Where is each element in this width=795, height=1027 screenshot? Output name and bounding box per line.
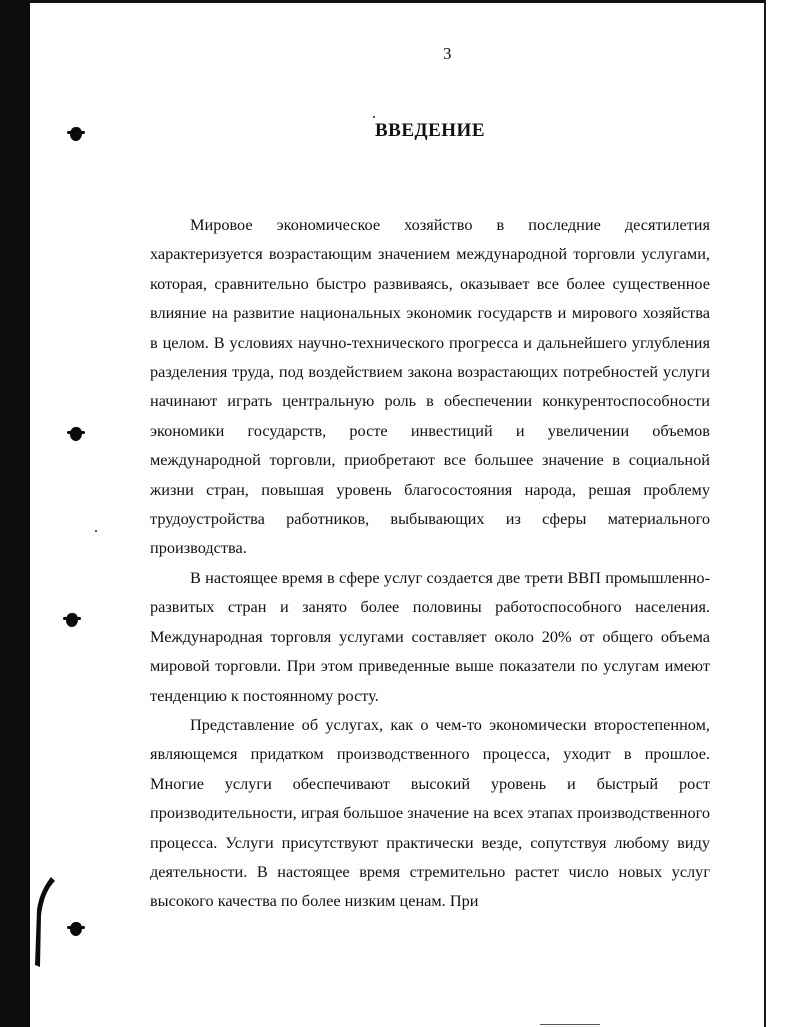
paragraph: В настоящее время в сфере услуг создается две трети ВВП промышленно-развитых стран и занято более половины работоспособного населения. Международная торговля услугами составляет около 20% от общего объема мировой торговли. При этом приведенные выше показатели по услугам имеют тенденцию к постоянному росту. [150,567,710,705]
punch-hole-icon [70,922,82,936]
punch-hole-icon [70,127,82,141]
paragraph: Мировое экономическое хозяйство в последние десятилетия характеризуется возрастающим значением международной торговли услугами, которая, сравнительно быстро развиваясь, оказывает все более существенное влияние на развитие национальных экономик государств и мирового хозяйства в целом. В условиях научно-технического прогресса и дальнейшего углубления разделения труда, под воздействием закона возрастающих потребностей услуги начинают играть центральную роль в обеспечении конкурентоспособности экономики государств, росте инвестиций и увеличении объемов международной торговли, приобретают все большее значение в социальной жизни стран, повышая уровень благосостояния народа, решая проблему трудоустройства работников, выбывающих из сферы материального производства. [150,215,710,558]
scan-left-edge [0,0,30,1027]
scan-right-edge [764,0,766,1027]
binding-mark-icon [31,875,59,970]
punch-hole-icon [66,613,78,627]
document-body [150,210,710,916]
page-number: 3 [443,44,452,63]
scan-speck [540,1024,600,1025]
paragraph: Представление об услугах, как о чем-то экономически второстепенном, являющемся придатком производственного процесса, уходит в прошлое. Многие услуги обеспечивают высокий уровень и быстрый рост производительности, играя большое значение на всех этапах производственного процесса. Услуги присутствуют практически везде, сопутствуя любому виду деятельности. В настоящее время стремительно растет число новых услуг высокого качества по более низким ценам. При [150,714,710,911]
scan-speck [95,530,97,532]
page-title: ВВЕДЕНИЕ [375,120,485,141]
scan-top-edge [30,0,765,3]
scan-speck [373,116,375,118]
punch-hole-icon [70,427,82,441]
